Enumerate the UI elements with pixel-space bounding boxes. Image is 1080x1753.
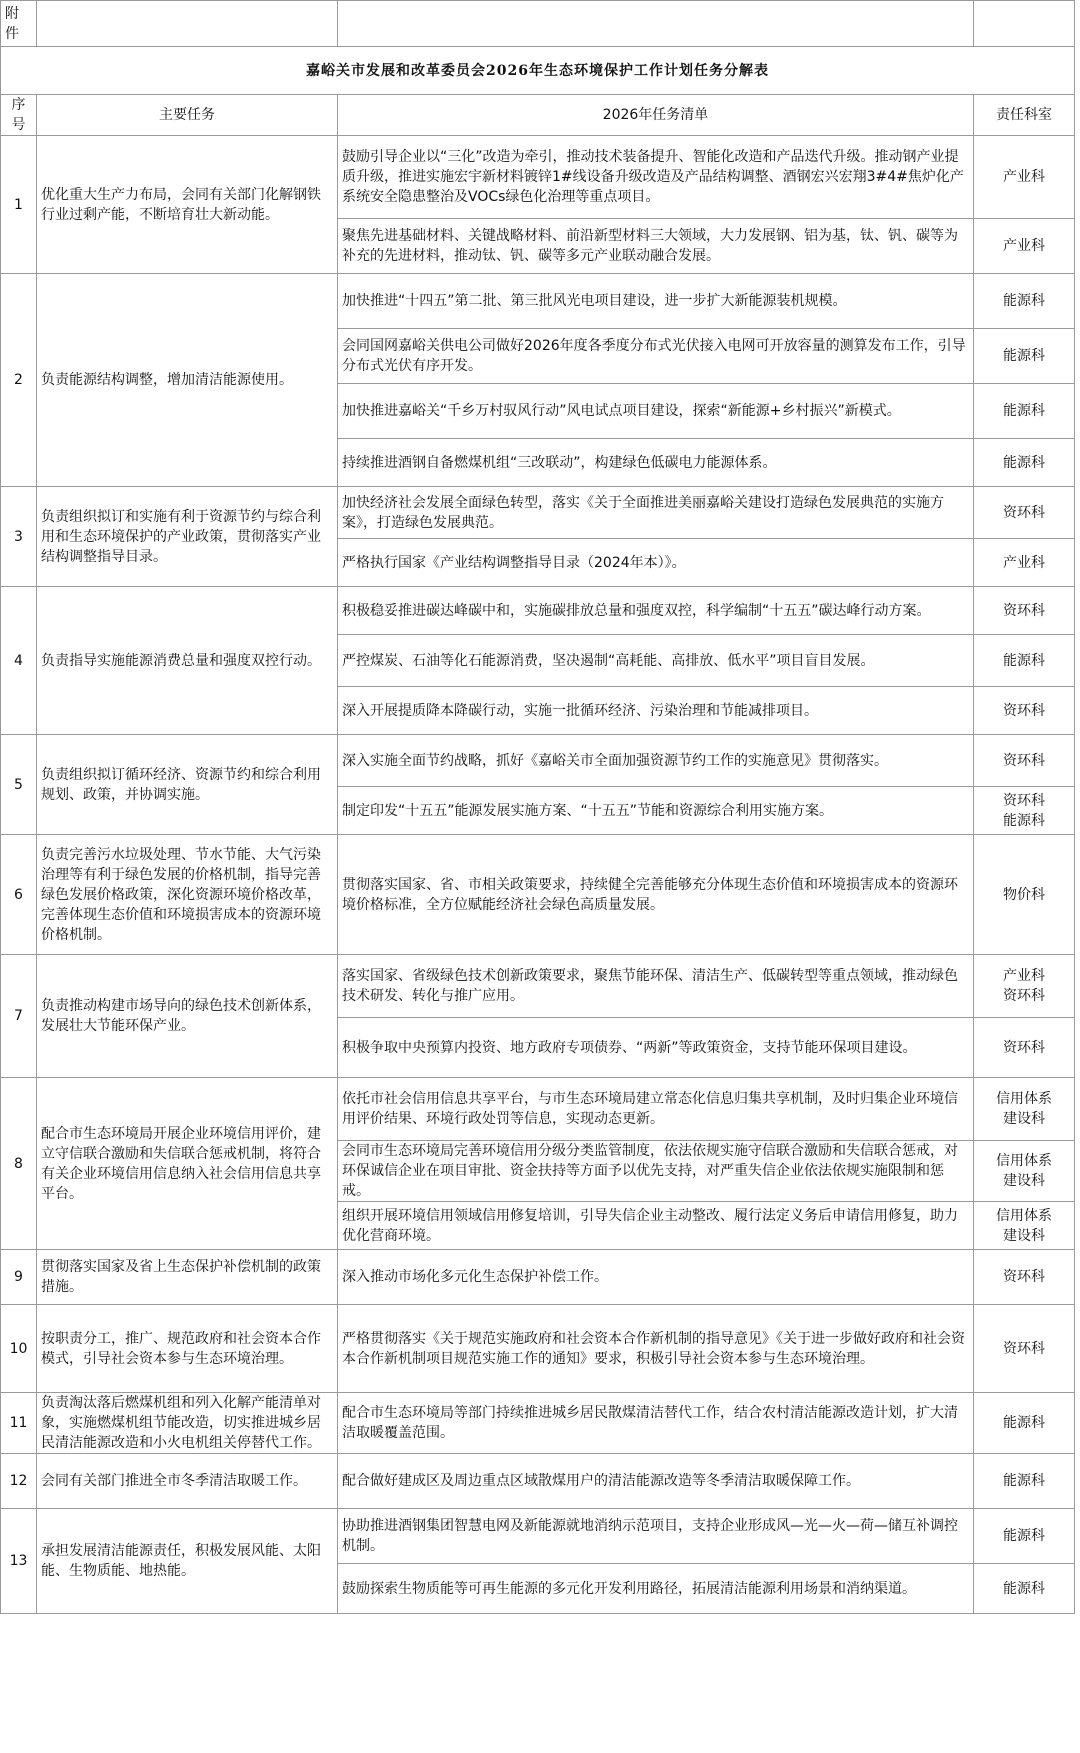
task-item: 鼓励引导企业以“三化”改造为牵引，推动技术装备提升、智能化改造和产品迭代升级。推动钢产业提质升级，推进实施宏宇新材料镀锌1#线设备升级改造及产品结构调整、酒钢宏兴宏翔3#4#焦炉化产系统安全隐患整治及VOCs绿色化治理等重点项目。 [338,136,974,219]
department-name: 产业科 [1003,238,1045,254]
main-task: 负责组织拟订和实施有利于资源节约与综合利用和生态环境保护的产业政策，贯彻落实产业结构调整指导目录。 [37,487,338,587]
row-seq: 1 [1,136,37,274]
responsible-department [974,1305,1075,1393]
responsible-department [974,1454,1075,1509]
department-name: 信用体系 [996,1153,1052,1169]
task-item: 配合做好建成区及周边重点区域散煤用户的清洁能源改造等冬季清洁取暖保障工作。 [338,1454,974,1509]
department-name: 资环科 [1003,1340,1045,1357]
table-row [1,1078,1075,1141]
task-item: 积极争取中央预算内投资、地方政府专项债券、“两新”等政策资金，支持节能环保项目建设。 [338,1018,974,1078]
task-item: 鼓励探索生物质能等可再生能源的多元化开发利用路径，拓展清洁能源利用场景和消纳渠道。 [338,1564,974,1614]
row-seq: 6 [1,835,37,955]
row-seq: 3 [1,487,37,587]
department-name: 资环科 [1003,1039,1045,1056]
main-task: 会同有关部门推进全市冬季清洁取暖工作。 [37,1454,338,1509]
table-row [1,1250,1075,1305]
department-name: 资环科 [1003,752,1045,769]
task-item: 会同国网嘉峪关供电公司做好2026年度各季度分布式光伏接入电网可开放容量的测算发布工作，引导分布式光伏有序开发。 [338,329,974,384]
main-task: 负责指导实施能源消费总量和强度双控行动。 [37,587,338,735]
document-title: 嘉峪关市发展和改革委员会2026年生态环境保护工作计划任务分解表 [1,47,1075,95]
main-task: 贯彻落实国家及省上生态保护补偿机制的政策措施。 [37,1250,338,1305]
task-item: 严格执行国家《产业结构调整指导目录（2024年本）》。 [338,539,974,587]
responsible-department [974,136,1075,219]
task-item: 协助推进酒钢集团智慧电网及新能源就地消纳示范项目，支持企业形成风—光—火—荷—储互补调控机制。 [338,1509,974,1564]
department-name: 能源科 [1003,1415,1045,1431]
row-seq: 7 [1,955,37,1078]
row-seq: 12 [1,1454,37,1509]
responsible-department [974,1250,1075,1305]
department-name: 能源科 [1003,1473,1045,1489]
table-row [1,1393,1075,1454]
table-row [1,955,1075,1018]
task-item: 落实国家、省级绿色技术创新政策要求，聚焦节能环保、清洁生产、低碳转型等重点领域，推动绿色技术研发、转化与推广应用。 [338,955,974,1018]
responsible-department [974,587,1075,635]
row-seq: 4 [1,587,37,735]
responsible-department [974,1141,1075,1202]
responsible-department [974,1393,1075,1454]
department-name: 资环科 [1003,504,1045,521]
department-name: 产业科 [1003,968,1045,984]
task-item: 持续推进酒钢自备燃煤机组“三改联动”，构建绿色低碳电力能源体系。 [338,439,974,487]
task-item: 组织开展环境信用领域信用修复培训，引导失信企业主动整改、履行法定义务后申请信用修复，助力优化营商环境。 [338,1202,974,1250]
table-row [1,487,1075,539]
main-task: 负责完善污水垃圾处理、节水节能、大气污染治理等有利于绿色发展的价格机制，指导完善绿色发展价格政策，深化资源环境价格改革，完善体现生态价值和环境损害成本的资源环境价格机制。 [37,835,338,955]
main-task: 优化重大生产力布局，会同有关部门化解钢铁行业过剩产能，不断培育壮大新动能。 [37,136,338,274]
main-task: 负责淘汰落后燃煤机组和列入化解产能清单对象，实施燃煤机组节能改造，切实推进城乡居民清洁能源改造和小火电机组关停替代工作。 [37,1393,338,1454]
table-row [1,1305,1075,1393]
task-item: 加快推进嘉峪关“千乡万村驭风行动”风电试点项目建设，探索“新能源+乡村振兴”新模式。 [338,384,974,439]
task-item: 加快经济社会发展全面绿色转型，落实《关于全面推进美丽嘉峪关建设打造绿色发展典范的实施方案》，打造绿色发展典范。 [338,487,974,539]
table-row [1,1509,1075,1564]
responsible-department [974,219,1075,274]
table-row [1,835,1075,955]
header-main-task: 主要任务 [37,95,338,136]
table-row [1,136,1075,219]
department-name: 资环科 [1003,1269,1045,1285]
attachment-row [1,1,1075,47]
header-seq: 序号 [1,95,37,136]
responsible-department [974,439,1075,487]
department-name: 物价科 [1003,886,1045,903]
department-name: 资环科 [1003,792,1045,809]
responsible-department [974,735,1075,787]
responsible-department [974,384,1075,439]
table-row [1,1454,1075,1509]
responsible-department [974,835,1075,955]
department-name: 信用体系 [996,1091,1052,1107]
main-task: 按职责分工，推广、规范政府和社会资本合作模式，引导社会资本参与生态环境治理。 [37,1305,338,1393]
responsible-department [974,1564,1075,1614]
header-row [1,95,1075,136]
task-item: 依托市社会信用信息共享平台，与市生态环境局建立常态化信息归集共享机制，及时归集企业环境信用评价结果、环境行政处罚等信息，实现动态更新。 [338,1078,974,1141]
main-task: 配合市生态环境局开展企业环境信用评价，建立守信联合激励和失信联合惩戒机制，将符合有关企业环境信用信息纳入社会信用信息共享平台。 [37,1078,338,1250]
task-item: 加快推进“十四五”第二批、第三批风光电项目建设，进一步扩大新能源装机规模。 [338,274,974,329]
responsible-department [974,687,1075,735]
title-row [1,47,1075,95]
responsible-department [974,1202,1075,1250]
row-seq: 2 [1,274,37,487]
department-name: 产业科 [1003,169,1045,185]
responsible-department [974,635,1075,687]
main-task: 负责能源结构调整，增加清洁能源使用。 [37,274,338,487]
task-item: 制定印发“十五五”能源发展实施方案、“十五五”节能和资源综合利用实施方案。 [338,787,974,835]
department-name: 资环科 [1003,988,1045,1004]
department-name: 建设科 [1003,1227,1045,1244]
row-seq: 5 [1,735,37,835]
department-name: 能源科 [1003,1528,1045,1544]
department-name: 信用体系 [996,1207,1052,1224]
row-seq: 10 [1,1305,37,1393]
department-name: 产业科 [1003,554,1045,571]
main-task: 负责组织拟订循环经济、资源节约和综合利用规划、政策，并协调实施。 [37,735,338,835]
main-task: 负责推动构建市场导向的绿色技术创新体系，发展壮大节能环保产业。 [37,955,338,1078]
responsible-department [974,539,1075,587]
task-item: 配合市生态环境局等部门持续推进城乡居民散煤清洁替代工作，结合农村清洁能源改造计划，扩大清洁取暖覆盖范围。 [338,1393,974,1454]
department-name: 能源科 [1003,812,1045,829]
responsible-department [974,1018,1075,1078]
department-name: 能源科 [1003,348,1045,364]
table-row [1,587,1075,635]
task-item: 贯彻落实国家、省、市相关政策要求，持续健全完善能够充分体现生态价值和环境损害成本的资源环境价格标准，全方位赋能经济社会绿色高质量发展。 [338,835,974,955]
department-name: 能源科 [1003,293,1045,309]
task-item: 严控煤炭、石油等化石能源消费，坚决遏制“高耗能、高排放、低水平”项目盲目发展。 [338,635,974,687]
row-seq: 9 [1,1250,37,1305]
responsible-department [974,1078,1075,1141]
task-item: 积极稳妥推进碳达峰碳中和，实施碳排放总量和强度双控，科学编制“十五五”碳达峰行动方案。 [338,587,974,635]
department-name: 建设科 [1003,1173,1045,1189]
department-name: 资环科 [1003,602,1045,619]
header-task-list: 2026年任务清单 [338,95,974,136]
task-item: 会同市生态环境局完善环境信用分级分类监管制度，依法依规实施守信联合激励和失信联合惩戒，对环保诚信企业在项目审批、资金扶持等方面予以优先支持，对严重失信企业依法依规实施限制和惩戒。 [338,1141,974,1202]
responsible-department [974,955,1075,1018]
responsible-department [974,1509,1075,1564]
attachment-label: 附件 [1,1,37,47]
header-department: 责任科室 [974,95,1075,136]
department-name: 能源科 [1003,1580,1045,1597]
responsible-department [974,787,1075,835]
main-task: 承担发展清洁能源责任，积极发展风能、太阳能、生物质能、地热能。 [37,1509,338,1614]
department-name: 资环科 [1003,702,1045,719]
table-row [1,735,1075,787]
row-seq: 8 [1,1078,37,1250]
task-item: 聚焦先进基础材料、关键战略材料、前沿新型材料三大领域，大力发展钢、铝为基，钛、钒、碳等为补充的先进材料，推动钛、钒、碳等多元产业联动融合发展。 [338,219,974,274]
department-name: 建设科 [1003,1111,1045,1127]
department-name: 能源科 [1003,454,1045,471]
table-row [1,274,1075,329]
task-item: 深入开展提质降本降碳行动，实施一批循环经济、污染治理和节能减排项目。 [338,687,974,735]
department-name: 能源科 [1003,403,1045,419]
row-seq: 13 [1,1509,37,1614]
responsible-department [974,487,1075,539]
task-item: 深入实施全面节约战略，抓好《嘉峪关市全面加强资源节约工作的实施意见》贯彻落实。 [338,735,974,787]
task-item: 严格贯彻落实《关于规范实施政府和社会资本合作新机制的指导意见》《关于进一步做好政府和社会资本合作新机制项目规范实施工作的通知》要求，积极引导社会资本参与生态环境治理。 [338,1305,974,1393]
department-name: 能源科 [1003,652,1045,669]
task-item: 深入推动市场化多元化生态保护补偿工作。 [338,1250,974,1305]
row-seq: 11 [1,1393,37,1454]
responsible-department [974,329,1075,384]
responsible-department [974,274,1075,329]
